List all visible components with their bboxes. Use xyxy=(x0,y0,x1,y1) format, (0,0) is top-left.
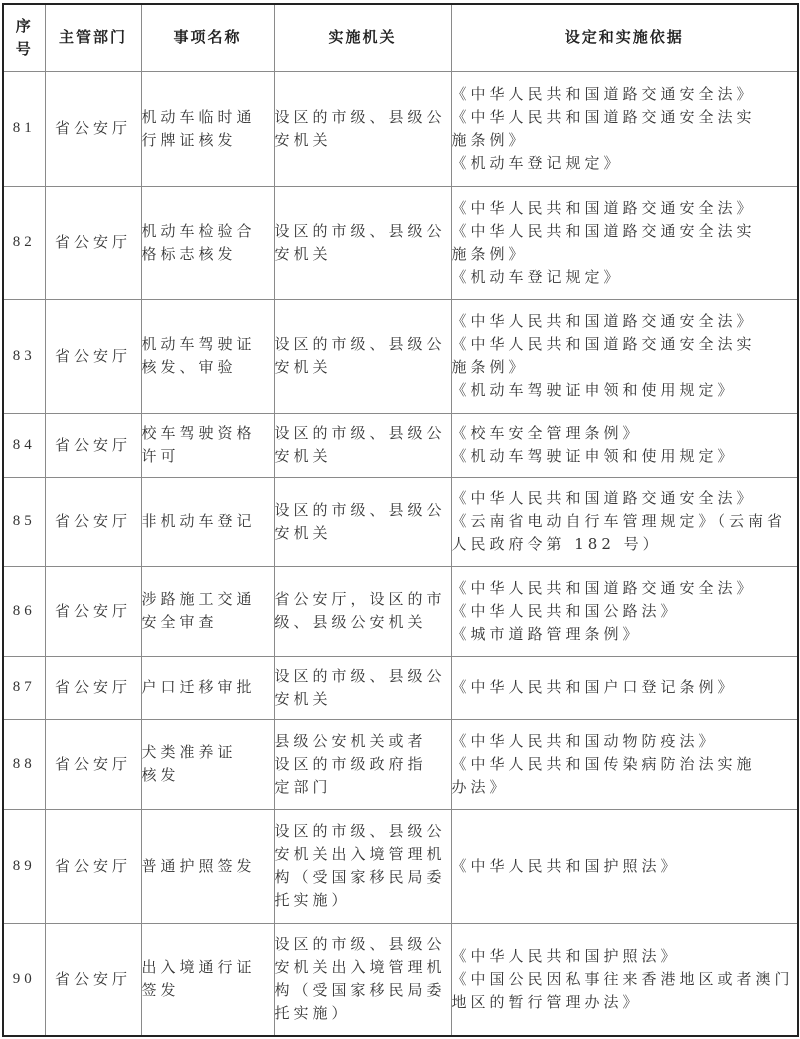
cell-item xyxy=(141,186,274,299)
cell-item xyxy=(141,299,274,413)
cell-basis xyxy=(451,809,798,923)
cell-org-line: 构（受国家移民局委 xyxy=(274,868,446,886)
cell-basis-line: 地区的暂行管理办法》 xyxy=(451,992,642,1011)
cell-basis-line: 《中华人民共和国道路交通安全法》 xyxy=(451,84,756,103)
cell-no: 84 xyxy=(3,413,45,477)
cell-basis-line: 《中华人民共和国护照法》 xyxy=(451,946,680,965)
cell-basis-line: 《中国公民因私事往来香港地区或者澳门 xyxy=(451,969,794,988)
cell-basis-line: 《中华人民共和国道路交通安全法》 xyxy=(451,312,756,330)
table-row xyxy=(3,566,798,656)
cell-org-line: 安机关出入境管理机 xyxy=(274,845,446,863)
cell-item-line: 核发、审验 xyxy=(141,358,237,376)
cell-basis-line: 办法》 xyxy=(451,777,509,796)
cell-no: 81 xyxy=(3,71,45,186)
cell-item-line: 出入境通行证 xyxy=(141,958,256,977)
cell-item-line: 非机动车登记 xyxy=(141,512,256,530)
cell-basis-line: 《中华人民共和国道路交通安全法》 xyxy=(451,198,756,217)
cell-dept: 省公安厅 xyxy=(45,71,141,186)
cell-item-line: 签发 xyxy=(141,981,180,1000)
cell-basis-line: 《中华人民共和国动物防疫法》 xyxy=(451,731,718,750)
cell-basis-line: 《中华人民共和国公路法》 xyxy=(451,601,680,620)
cell-org-line: 设区的市级、县级公 xyxy=(274,935,446,954)
cell-item xyxy=(141,719,274,809)
cell-item xyxy=(141,566,274,656)
cell-org-line: 级、县级公安机关 xyxy=(274,613,427,631)
cell-item-line: 涉路施工交通 xyxy=(141,590,256,608)
cell-org-line: 设区的市级、县级公 xyxy=(274,666,446,685)
cell-org xyxy=(274,656,451,719)
cell-org-line: 设区的市级、县级公 xyxy=(274,424,446,442)
cell-item-line: 行牌证核发 xyxy=(141,130,237,149)
cell-basis-line: 《城市道路管理条例》 xyxy=(451,624,642,643)
cell-dept: 省公安厅 xyxy=(45,566,141,656)
cell-basis xyxy=(451,923,798,1036)
cell-dept: 省公安厅 xyxy=(45,719,141,809)
cell-basis xyxy=(451,71,798,186)
cell-org xyxy=(274,566,451,656)
administrative-items-table xyxy=(2,3,799,1037)
cell-basis-line: 《中华人民共和国道路交通安全法实 xyxy=(451,221,756,240)
cell-org-line: 安机关 xyxy=(274,358,332,376)
cell-org-line: 设区的市级、县级公 xyxy=(274,822,446,840)
table-row xyxy=(3,477,798,566)
cell-basis-line: 《校车安全管理条例》 xyxy=(451,424,642,442)
cell-item-line: 普通护照签发 xyxy=(141,856,256,875)
cell-org-line: 安机关 xyxy=(274,447,332,465)
header-dept: 主管部门 xyxy=(45,4,141,71)
cell-dept: 省公安厅 xyxy=(45,186,141,299)
cell-item-line: 机动车检验合 xyxy=(141,221,256,240)
cell-basis-line: 《中华人民共和国道路交通安全法》 xyxy=(451,489,756,507)
cell-item-line: 校车驾驶资格 xyxy=(141,424,256,442)
cell-no: 83 xyxy=(3,299,45,413)
cell-basis-line: 《中华人民共和国道路交通安全法实 xyxy=(451,107,756,126)
cell-no: 82 xyxy=(3,186,45,299)
cell-org xyxy=(274,71,451,186)
header-org: 实施机关 xyxy=(274,4,451,71)
cell-item xyxy=(141,477,274,566)
cell-item xyxy=(141,809,274,923)
cell-org-line: 定部门 xyxy=(274,777,332,796)
cell-basis xyxy=(451,566,798,656)
cell-no: 86 xyxy=(3,566,45,656)
cell-dept: 省公安厅 xyxy=(45,656,141,719)
header-item: 事项名称 xyxy=(141,4,274,71)
cell-no: 90 xyxy=(3,923,45,1036)
cell-basis-line: 《中华人民共和国户口登记条例》 xyxy=(451,678,737,696)
cell-basis-line: 《云南省电动自行车管理规定》（云南省 xyxy=(451,512,787,530)
cell-basis xyxy=(451,299,798,413)
table-row xyxy=(3,186,798,299)
header-no-char-2: 号 xyxy=(15,39,33,58)
cell-item xyxy=(141,413,274,477)
cell-dept: 省公安厅 xyxy=(45,299,141,413)
cell-no: 85 xyxy=(3,477,45,566)
table-row xyxy=(3,413,798,477)
cell-org xyxy=(274,186,451,299)
header-no-char-1: 序 xyxy=(15,16,33,35)
cell-basis-line: 《机动车驾驶证申领和使用规定》 xyxy=(451,447,737,465)
cell-org-line: 设区的市级、县级公 xyxy=(274,107,446,126)
cell-basis-line: 施条例》 xyxy=(451,244,528,263)
cell-org-line: 设区的市级、县级公 xyxy=(274,500,446,519)
cell-item-line: 犬类准养证 xyxy=(141,743,237,761)
cell-item-line: 安全审查 xyxy=(141,613,218,631)
cell-item-line: 许可 xyxy=(141,447,180,465)
cell-item-line: 核发 xyxy=(141,766,180,784)
cell-dept: 省公安厅 xyxy=(45,809,141,923)
cell-org-line: 安机关 xyxy=(274,523,332,542)
cell-basis-line: 《中华人民共和国护照法》 xyxy=(451,856,680,875)
cell-org xyxy=(274,299,451,413)
table-body xyxy=(3,71,798,1036)
cell-dept: 省公安厅 xyxy=(45,413,141,477)
cell-org-line: 托实施） xyxy=(274,891,351,909)
cell-basis-line: 《中华人民共和国道路交通安全法》 xyxy=(451,578,756,597)
table-row xyxy=(3,809,798,923)
cell-basis-line: 《中华人民共和国道路交通安全法实 xyxy=(451,335,756,353)
cell-org xyxy=(274,809,451,923)
table-row xyxy=(3,71,798,186)
cell-org xyxy=(274,413,451,477)
cell-basis xyxy=(451,413,798,477)
cell-basis-line: 《机动车登记规定》 xyxy=(451,267,623,286)
cell-item xyxy=(141,656,274,719)
cell-org-line: 安机关 xyxy=(274,244,332,263)
cell-no: 87 xyxy=(3,656,45,719)
cell-basis xyxy=(451,477,798,566)
cell-item-line: 户口迁移审批 xyxy=(141,678,256,696)
cell-no: 88 xyxy=(3,719,45,809)
cell-org-line: 设区的市级、县级公 xyxy=(274,221,446,240)
cell-basis-line: 施条例》 xyxy=(451,358,528,376)
cell-basis xyxy=(451,186,798,299)
cell-org-line: 设区的市级、县级公 xyxy=(274,335,446,353)
cell-org-line: 安机关 xyxy=(274,689,332,708)
table-row xyxy=(3,719,798,809)
table-row xyxy=(3,923,798,1036)
cell-org-line: 构（受国家移民局委 xyxy=(274,981,446,1000)
cell-dept: 省公安厅 xyxy=(45,477,141,566)
header-basis: 设定和实施依据 xyxy=(451,4,798,71)
cell-org xyxy=(274,719,451,809)
cell-item-line: 机动车驾驶证 xyxy=(141,335,256,353)
table-row xyxy=(3,656,798,719)
cell-no: 89 xyxy=(3,809,45,923)
cell-basis-line: 《机动车登记规定》 xyxy=(451,153,623,172)
cell-org xyxy=(274,923,451,1036)
cell-org xyxy=(274,477,451,566)
table-header-row xyxy=(3,4,798,71)
header-no xyxy=(3,4,45,71)
cell-item-line: 格标志核发 xyxy=(141,244,237,263)
cell-item xyxy=(141,923,274,1036)
cell-basis-line: 施条例》 xyxy=(451,130,528,149)
cell-org-line: 托实施） xyxy=(274,1004,351,1023)
cell-dept: 省公安厅 xyxy=(45,923,141,1036)
cell-basis-line: 《中华人民共和国传染病防治法实施 xyxy=(451,754,756,773)
table-row xyxy=(3,299,798,413)
cell-basis xyxy=(451,719,798,809)
cell-item xyxy=(141,71,274,186)
cell-org-line: 安机关 xyxy=(274,130,332,149)
cell-basis-line: 人民政府令第 182 号） xyxy=(451,535,662,553)
cell-org-line: 设区的市级政府指 xyxy=(274,754,427,773)
cell-item-line: 机动车临时通 xyxy=(141,107,256,126)
cell-basis-line: 《机动车驾驶证申领和使用规定》 xyxy=(451,381,737,399)
cell-org-line: 安机关出入境管理机 xyxy=(274,958,446,977)
cell-basis xyxy=(451,656,798,719)
cell-org-line: 县级公安机关或者 xyxy=(274,731,427,750)
cell-org-line: 省公安厅，设区的市 xyxy=(274,590,446,608)
